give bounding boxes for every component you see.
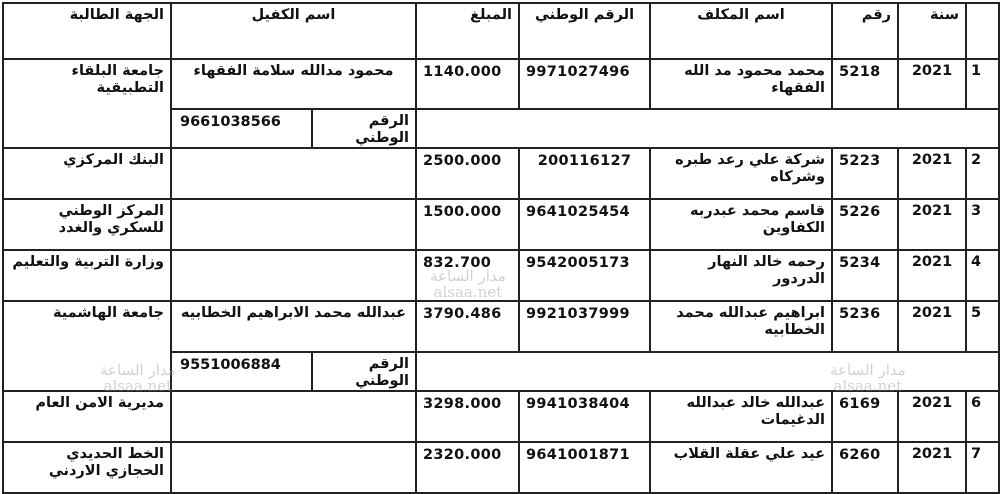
header-guarantor-name: اسم الكفيل [171, 3, 416, 59]
header-requesting-party: الجهة الطالبة [3, 3, 171, 59]
guarantor-national-id-value: 9661038566 [180, 114, 281, 130]
assignee-name-cell: ابراهيم عبدالله محمد الخطابيه [650, 301, 832, 352]
amount-cell: 832.700 [416, 250, 519, 301]
year-cell: 2021 [898, 391, 966, 442]
watermark-arabic: مدار الساعة [100, 361, 176, 379]
guarantor-id-filler [416, 352, 999, 391]
national-id-cell: 9971027496 [519, 59, 650, 109]
national-id-cell: 9641001871 [519, 442, 650, 493]
number-cell: 6169 [832, 391, 898, 442]
national-id-cell: 9542005173 [519, 250, 650, 301]
number-cell: 5226 [832, 199, 898, 250]
table-row [3, 59, 999, 109]
guarantor-name-cell [171, 442, 416, 493]
index-cell: 4 [966, 250, 999, 301]
guarantor-id-split [171, 352, 416, 391]
guarantor-name-cell: محمود مدالله سلامة الفقهاء [171, 59, 416, 109]
requesting-party-cell: جامعة الهاشمية [3, 301, 171, 391]
guarantor-name-cell: عبدالله محمد الابراهيم الخطابيه [171, 301, 416, 352]
requesting-party-cell: جامعة البلقاء التطبيقية [3, 59, 171, 148]
amount-cell: 2500.000 [416, 148, 519, 199]
watermark-latin: alsaa.net [833, 377, 903, 395]
requesting-party-cell: مديرية الامن العام [3, 391, 171, 442]
header-national-id: الرقم الوطني [519, 3, 650, 59]
assignee-name-cell: قاسم محمد عبدربه الكفاوين [650, 199, 832, 250]
index-cell: 3 [966, 199, 999, 250]
number-cell: 5223 [832, 148, 898, 199]
year-cell: 2021 [898, 442, 966, 493]
table-row [3, 148, 999, 199]
table-row [3, 199, 999, 250]
header-row [3, 3, 999, 59]
year-cell: 2021 [898, 250, 966, 301]
number-cell: 5236 [832, 301, 898, 352]
guarantor-national-id-value: 9551006884 [180, 357, 281, 373]
watermark-arabic: مدار الساعة [430, 267, 506, 285]
table-row [3, 442, 999, 493]
requesting-party-cell: الخط الحديدي الحجازي الاردني [3, 442, 171, 493]
guarantor-id-split [171, 109, 416, 148]
guarantor-national-id-label: الرقم الوطني [311, 353, 415, 390]
header-year: سنة [898, 3, 966, 59]
number-cell: 5234 [832, 250, 898, 301]
watermark-arabic: مدار الساعة [830, 361, 906, 379]
national-id-cell: 9641025454 [519, 199, 650, 250]
number-cell: 6260 [832, 442, 898, 493]
year-cell: 2021 [898, 301, 966, 352]
amount-cell: 1500.000 [416, 199, 519, 250]
table-row [3, 301, 999, 352]
assignee-name-cell: عبدالله خالد عبدالله الدغيمات [650, 391, 832, 442]
assignee-name-cell: عيد علي عقلة القلاب [650, 442, 832, 493]
guarantor-name-cell [171, 250, 416, 301]
watermark-latin: alsaa.net [103, 377, 173, 395]
year-cell: 2021 [898, 199, 966, 250]
index-cell: 2 [966, 148, 999, 199]
index-cell: 5 [966, 301, 999, 352]
requesting-party-cell: وزارة التربية والتعليم [3, 250, 171, 301]
guarantor-name-cell [171, 148, 416, 199]
assignee-name-cell: رحمه خالد النهار الدردور [650, 250, 832, 301]
year-cell: 2021 [898, 59, 966, 109]
requesting-party-cell: البنك المركزي [3, 148, 171, 199]
index-cell: 1 [966, 59, 999, 109]
amount-cell: 2320.000 [416, 442, 519, 493]
header-assignee-name: اسم المكلف [650, 3, 832, 59]
table-row [3, 391, 999, 442]
requesting-party-cell: المركز الوطني للسكري والغدد [3, 199, 171, 250]
header-index [966, 3, 999, 59]
national-id-cell: 9921037999 [519, 301, 650, 352]
guarantor-name-cell [171, 391, 416, 442]
index-cell: 6 [966, 391, 999, 442]
guarantor-name-cell [171, 199, 416, 250]
assignee-name-cell: محمد محمود مد الله الفقهاء [650, 59, 832, 109]
table-row [3, 250, 999, 301]
header-amount: المبلغ [416, 3, 519, 59]
amount-cell: 3790.486 [416, 301, 519, 352]
header-number: رقم [832, 3, 898, 59]
guarantor-national-id-label: الرقم الوطني [311, 110, 415, 147]
amount-cell: 1140.000 [416, 59, 519, 109]
watermark-latin: alsaa.net [433, 283, 503, 301]
amount-cell: 3298.000 [416, 391, 519, 442]
number-cell: 5218 [832, 59, 898, 109]
national-id-cell: 200116127 [519, 148, 650, 199]
guarantor-id-filler [416, 109, 999, 148]
debtors-table [2, 2, 1000, 494]
assignee-name-cell: شركة علي رعد طبره وشركاه [650, 148, 832, 199]
index-cell: 7 [966, 442, 999, 493]
year-cell: 2021 [898, 148, 966, 199]
national-id-cell: 9941038404 [519, 391, 650, 442]
